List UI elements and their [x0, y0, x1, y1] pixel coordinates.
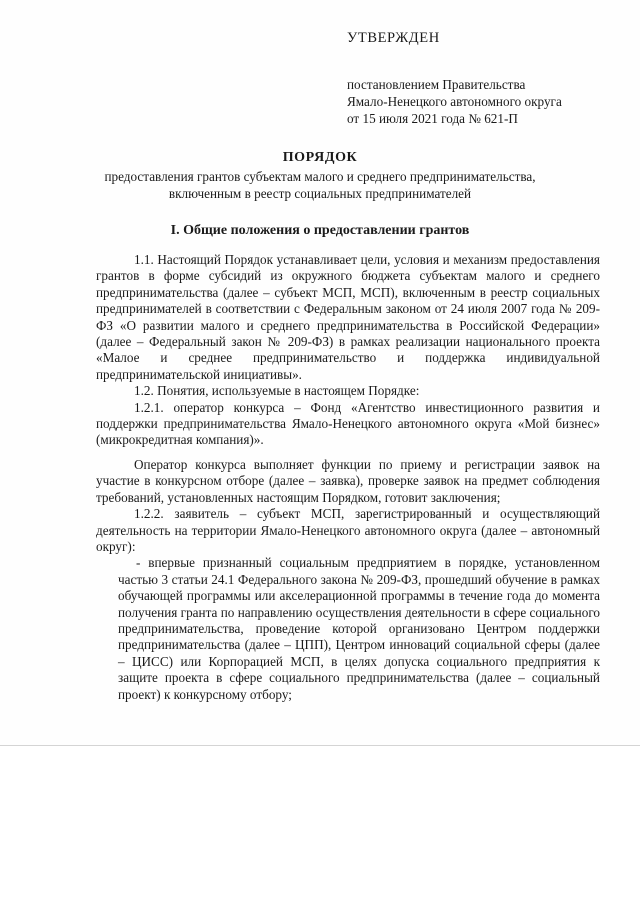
- paragraph-1-2-2: 1.2.2. заявитель – субъект МСП, зарегистрированный и осуществляющий деятельность на территории Ямало-Ненецкого автономного округа (далее – автономный округ):: [96, 506, 600, 554]
- approval-line: Ямало-Ненецкого автономного округа: [347, 94, 562, 109]
- document-title: ПОРЯДОК: [282, 150, 358, 165]
- paragraph-operator-functions: Оператор конкурса выполняет функции по приему и регистрации заявок на участие в конкурсном отборе (далее – заявка), проверке заявок на предмет соблюдения требований, установленных настоящим Порядком, готовит заключения;: [96, 456, 600, 505]
- list-item-social-enterprise: - впервые признанный социальным предприятием в порядке, установленном частью 3 статьи 24.1 Федерального закона № 209-ФЗ, прошедший обучение в рамках обучающей программы или акселерационной программы в течение года до момента получения гранта по направлению осуществления деятельности в сфере социального предпринимательства, проведение которой организовано Центром поддержки предпринимательства (далее – ЦПП), Центром инноваций социальной сферы (далее – ЦИСС) или Корпорацией МСП, в целях допуска социального предприятия к защите проекта в сфере социального предпринимательства (далее – социальный проект) к конкурсному отбору;: [118, 555, 600, 702]
- document-body: [96, 252, 600, 703]
- approved-stamp-title: УТВЕРЖДЕН: [347, 30, 440, 46]
- page-background: [0, 746, 640, 905]
- paragraph-1-1: 1.1. Настоящий Порядок устанавливает цели, условия и механизм предоставления грантов в форме субсидий из окружного бюджета субъектам малого и среднего предпринимательства (далее – субъект МСП, МСП), включенным в реестр социальных предпринимателей в соответствии с Федеральным законом от 24 июля 2007 года № 209-ФЗ «О развитии малого и среднего предпринимательства в Российской Федерации» (далее – Федеральный закон № 209-ФЗ) в рамках реализации национального проекта «Малое и среднее предпринимательство и поддержка индивидуальной предпринимательской инициативы».: [96, 252, 600, 382]
- section-heading: I. Общие положения о предоставлении грантов: [170, 223, 470, 238]
- paragraph-1-2: 1.2. Понятия, используемые в настоящем Порядке:: [134, 383, 420, 399]
- subtitle-line: включенным в реестр социальных предпринимателей: [168, 186, 472, 201]
- paragraph-1-2-1: 1.2.1. оператор конкурса – Фонд «Агентство инвестиционного развития и поддержки предпринимательства Ямало-Ненецкого автономного округа «Мой бизнес» (микрокредитная компания)».: [96, 399, 600, 448]
- document-subtitle: [0, 168, 640, 202]
- subtitle-line: предоставления грантов субъектам малого и среднего предпринимательства,: [104, 169, 536, 184]
- approval-reference: [347, 76, 562, 127]
- approval-line: от 15 июля 2021 года № 621-П: [347, 111, 518, 126]
- approval-line: постановлением Правительства: [347, 77, 526, 92]
